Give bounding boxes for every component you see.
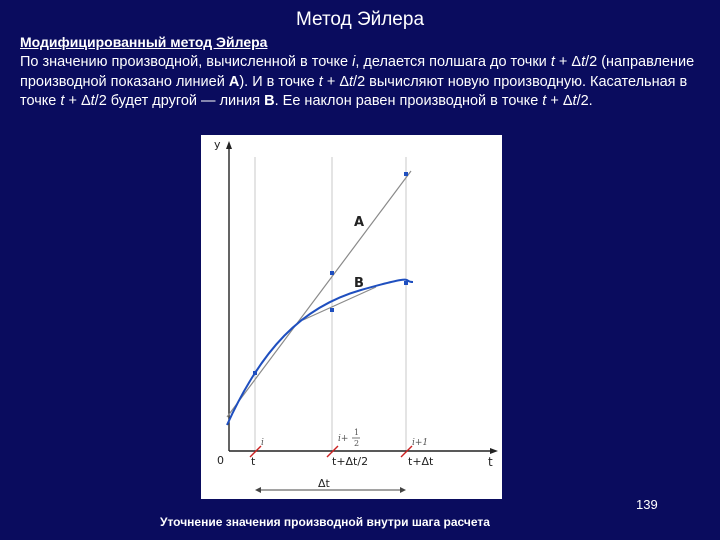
step-label: Δt — [318, 477, 330, 490]
marker-i1: i+1 — [412, 438, 429, 448]
marker-half-prefix: i+ — [338, 434, 349, 444]
point-curve-t — [253, 371, 257, 375]
y-axis-label: y — [214, 138, 221, 151]
line-a-label: A — [354, 215, 365, 230]
y-axis-arrow — [226, 141, 232, 149]
x-tick-label-half: t+Δt/2 — [332, 455, 369, 468]
point-curve-half — [330, 308, 334, 312]
slide-body-text: По значению производной, вычисленной в точке i, делается полшага до точки t + Δt/2 (направление производной показано линией A). И в точке t + Δt/2 вычисляют новую производную. Касательная в точке t + Δt/2 будет другой — линия B. Ее наклон равен производной в точке t + Δt/2. — [20, 54, 695, 109]
x-tick-label-full: t+Δt — [408, 455, 434, 468]
x-axis-label: t — [488, 455, 493, 469]
x-axis-arrow — [490, 448, 498, 454]
page-number: 139 — [636, 497, 658, 512]
slide-title: Метод Эйлера — [295, 9, 425, 30]
step-arrow-right — [400, 487, 406, 493]
line-b-label: B — [354, 276, 364, 291]
x-tick-label-t: t — [251, 455, 256, 468]
marker-half-den: 2 — [354, 439, 360, 448]
point-line-a-half — [330, 271, 334, 275]
slide-subtitle: Модифицированный метод Эйлера — [20, 34, 268, 50]
tangent-line-b — [303, 287, 376, 320]
marker-half-num: 1 — [354, 428, 360, 437]
marker-i: i — [261, 438, 264, 448]
point-curve-full — [404, 281, 408, 285]
figure-caption: Уточнение значения производной внутри шага расчета — [160, 515, 490, 529]
euler-figure — [201, 135, 502, 499]
point-line-a-full — [404, 172, 408, 176]
origin-label: 0 — [217, 454, 224, 467]
step-arrow-left — [255, 487, 261, 493]
euler-diagram — [201, 135, 502, 499]
